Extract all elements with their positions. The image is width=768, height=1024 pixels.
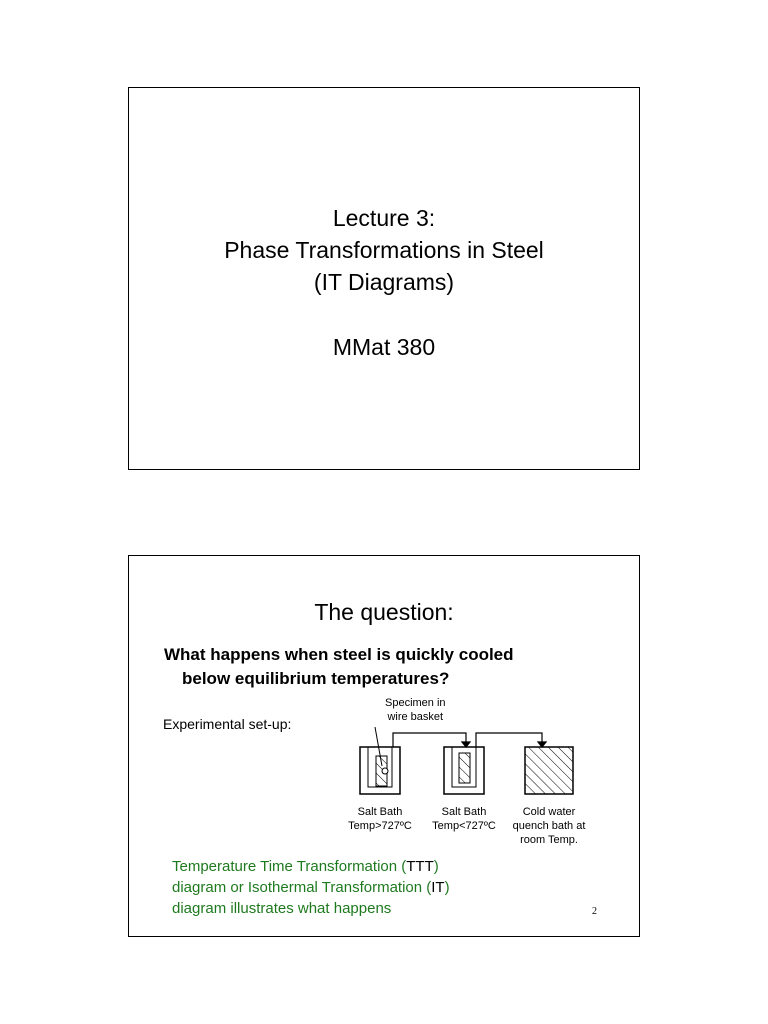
page-number: 2 [592, 906, 597, 917]
question-line-2: below equilibrium temperatures? [182, 669, 450, 688]
title-slide [128, 87, 640, 470]
setup-label: Experimental set-up: [163, 716, 292, 732]
question-line-1: What happens when steel is quickly cooled [164, 645, 514, 664]
bath-1-label: Salt Bath Temp>727ºC [348, 806, 412, 832]
question-slide [128, 555, 640, 937]
quench-bath [525, 747, 573, 794]
bath-2-label: Salt Bath Temp<727ºC [432, 806, 496, 832]
bath-3-label: Cold water quench bath at room Temp. [512, 806, 586, 846]
transfer-arrows [393, 733, 546, 747]
description-line-2: diagram or Isothermal Transformation (IT) [172, 879, 450, 896]
course-code: MMat 380 [332, 334, 436, 360]
lecture-title: Phase Transformations in Steel [224, 237, 544, 263]
salt-bath-2 [444, 747, 484, 794]
description-line-1: Temperature Time Transformation (TTT) [172, 858, 439, 875]
specimen-label: Specimen in wire basket [385, 697, 446, 723]
description-line-3: diagram illustrates what happens [172, 900, 392, 917]
slide-title: The question: [314, 599, 454, 625]
lecture-subtitle: (IT Diagrams) [313, 269, 455, 295]
lecture-number: Lecture 3: [332, 205, 436, 231]
